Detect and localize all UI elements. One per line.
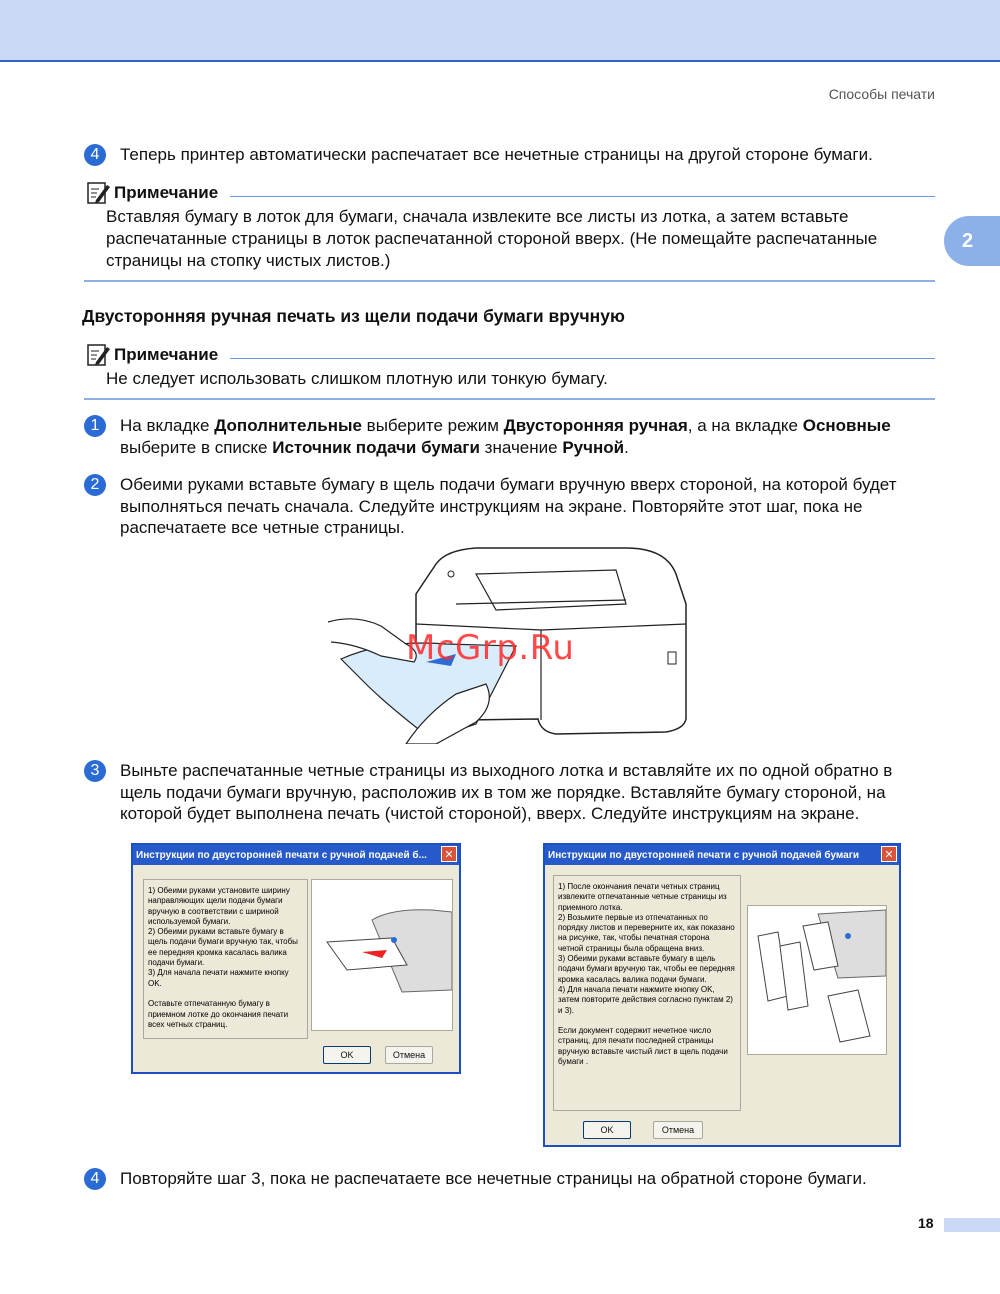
dialog-title: Инструкции по двусторонней печати с ручной подачей бумаги [548,849,860,861]
duplex-instructions-dialog-2 [543,843,901,1147]
step-1 [84,415,934,458]
chapter-tab: 2 [944,216,1000,266]
step-text: На вкладке Дополнительные выберите режим Двусторонняя ручная, а на вкладке Основные выберите в списке Источник подачи бумаги значение Ручной. [120,416,891,457]
ok-button[interactable]: OK [583,1121,631,1139]
ok-button[interactable]: OK [323,1046,371,1064]
step-number-badge: 4 [84,144,106,166]
page-tab [944,1218,1000,1232]
step-number-badge: 2 [84,474,106,496]
dialog-illustration [311,879,453,1031]
dialog-title-bar [545,845,899,865]
dialog-instructions: 1) После окончания печати четных страниц извлеките отпечатанные четные страницы из приемного лотка. 2) Возьмите первые из отпечатанных по порядку листов и переверните их, как показано на рисунке, так, чтобы печатная сторона четной страницы была обращена вниз. 3) Обеими руками вставьте бумагу в щель подачи бумаги вручную так, чтобы ее передняя кромка касалась валика подачи бумаги. 4) Для начала печати нажмите кнопку OK, затем повторите действия согласно пунктам 2) и 3). Если документ содержит нечетное число страниц, для печати последней страницы вручную вставьте чистый лист в щель подачи бумаги . [553,875,741,1111]
note-pencil-icon [84,180,110,206]
note-divider [230,196,935,197]
note-2 [84,342,935,400]
close-icon[interactable]: ✕ [441,846,457,862]
step-3 [84,760,934,825]
section-title: Двусторонняя ручная печать из щели подачи бумаги вручную [82,306,625,326]
step-number-badge: 4 [84,1168,106,1190]
step-number-badge: 1 [84,415,106,437]
cancel-button[interactable]: Отмена [385,1046,433,1064]
note-bottom-rule [84,398,935,400]
page-number: 18 [918,1215,934,1231]
running-header: Способы печати [828,86,935,102]
step-number-badge: 3 [84,760,106,782]
watermark-text: McGrp.Ru [406,628,575,668]
step-4-bottom [84,1168,934,1190]
step-text: Выньте распечатанные четные страницы из выходного лотка и вставляйте их по одной обратно в щель подачи бумаги вручную, расположив их в том же порядке. Вставляйте бумагу стороной, на которой будет выполнена печать (чистой стороной), вверх. Следуйте инструкциям на экране. [120,761,893,823]
step-2 [84,474,934,539]
step-text: Повторяйте шаг 3, пока не распечатаете все нечетные страницы на обратной стороне бумаги. [120,1169,867,1188]
header-bar [0,0,1000,60]
dialog-title-bar [133,845,459,865]
note-body: Не следует использовать слишком плотную или тонкую бумагу. [106,369,608,388]
step-4-top [84,144,934,166]
page-flip-icon [748,906,886,1054]
note-bottom-rule [84,280,935,282]
note-body: Вставляя бумагу в лоток для бумаги, сначала извлеките все листы из лотка, а затем вставьте распечатанные страницы в лоток распечатанной стороной вверх. (Не помещайте распечатанные страницы на стопку чистых листов.) [106,207,878,270]
step-text: Теперь принтер автоматически распечатает все нечетные страницы на другой стороне бумаги. [120,145,873,164]
printer-feed-icon [312,880,452,1030]
cancel-button[interactable]: Отмена [653,1121,703,1139]
dialog-instructions: 1) Обеими руками установите ширину направляющих щели подачи бумаги вручную в соответствии с шириной используемой бумаги. 2) Обеими руками вставьте бумагу в щель подачи бумаги вручную так, чтобы ее передняя кромка касалась валика подачи бумаги. 3) Для начала печати нажмите кнопку OK. Оставьте отпечатанную бумагу в приемном лотке до окончания печати всех четных страниц. [143,879,308,1039]
close-icon[interactable]: ✕ [881,846,897,862]
dialog-illustration [747,905,887,1055]
duplex-instructions-dialog-1 [131,843,461,1074]
note-1 [84,180,935,282]
step-text: Обеими руками вставьте бумагу в щель подачи бумаги вручную вверх стороной, на которой будет выполняться печать сначала. Следуйте инструкциям на экране. Повторяйте этот шаг, пока не распечатаете все четные страницы. [120,475,897,537]
header-rule [0,60,1000,62]
note-title: Примечание [114,183,219,202]
note-pencil-icon [84,342,110,368]
note-title: Примечание [114,345,219,364]
note-divider [230,358,935,359]
dialog-title: Инструкции по двусторонней печати с ручной подачей б... [136,849,427,861]
